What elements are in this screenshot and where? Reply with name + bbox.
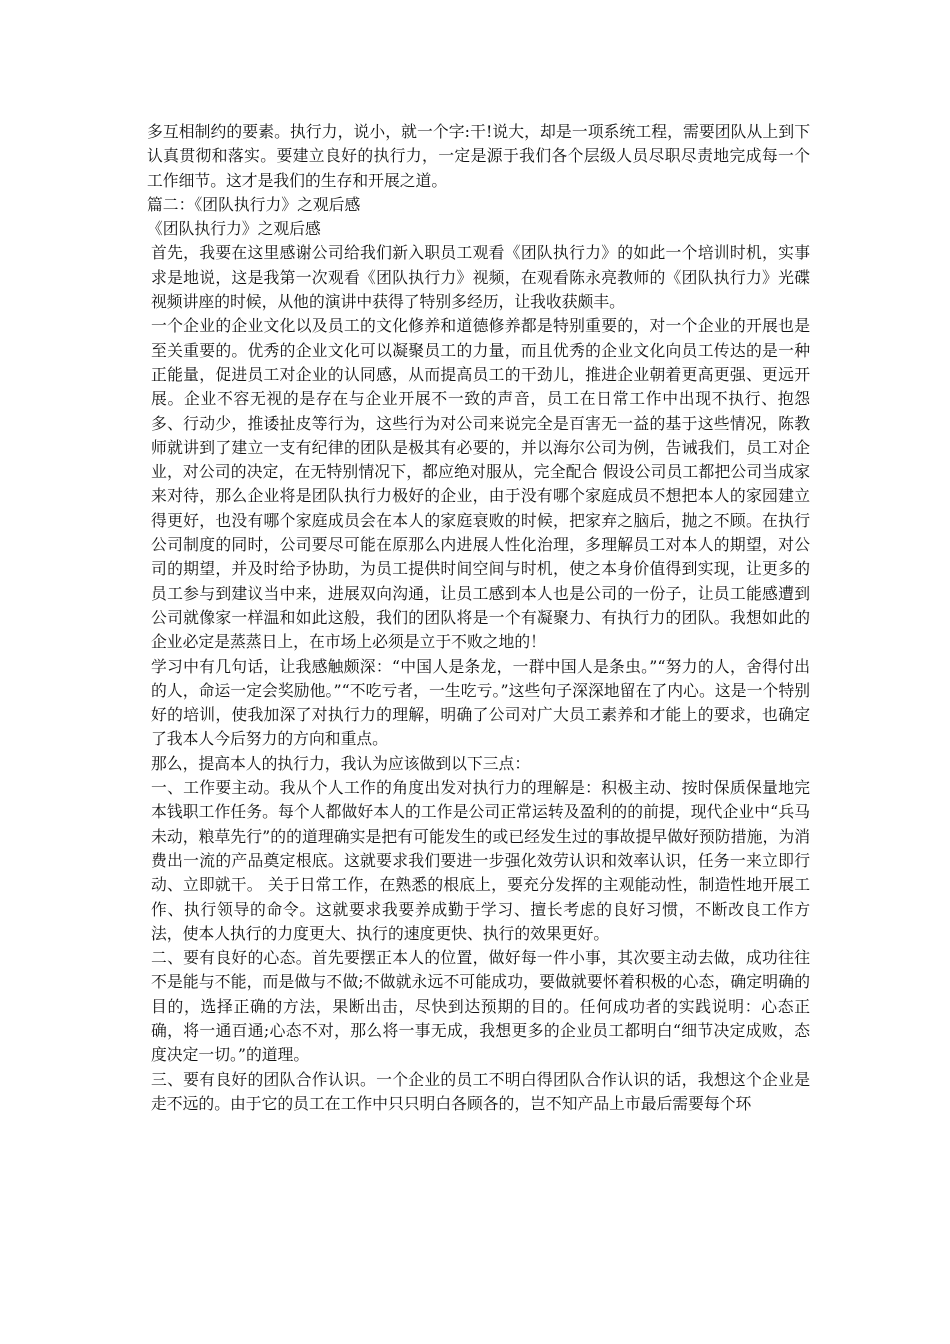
article-title: 《团队执行力》之观后感: [147, 219, 321, 239]
paragraph-three-points-intro: 那么，提高本人的执行力，我认为应该做到以下三点：: [151, 753, 531, 773]
section-heading: 篇二：《团队执行力》之观后感: [147, 194, 361, 214]
paragraph-point-two: 二、要有良好的心态。首先要摆正本人的位置，做好每一件小事，其次要主动去做，成功往往不是能与不能，而是做与不做;不做就永远不可能成功，要做就要怀着积极的心态，确定明确的目的，选择正确的方法，果断出击，尽快到达预期的目的。任何成功者的实践说明：心态正确，将一通百通;心态不对，那么将一事无成，我想更多的企业员工都明白“细节决定成败，态度决定一切。”的道理。: [151, 948, 810, 1065]
paragraph-thanks: 首先，我要在这里感谢公司给我们新入职员工观看《团队执行力》的如此一个培训时机，实事求是地说，这是我第一次观看《团队执行力》视频，在观看陈永亮教师的《团队执行力》光碟视频讲座的时候，从他的演讲中获得了特别多经历，让我收获颇丰。: [151, 243, 810, 312]
paragraph-corporate-culture: 一个企业的企业文化以及员工的文化修养和道德修养都是特别重要的，对一个企业的开展也是至关重要的。优秀的企业文化可以凝聚员工的力量，而且优秀的企业文化向员工传达的是一种正能量，促进员工对企业的认同感，从而提高员工的干劲儿，推进企业朝着更高更强、更远开展。企业不容无视的是存在与企业开展不一致的声音，员工在日常工作中出现不执行、抱怨多、行动少，推诿扯皮等行为，这些行为对公司来说完全是百害无一益的基于这些情况，陈教师就讲到了建立一支有纪律的团队是极其有必要的，并以海尔公司为例，告诫我们，员工对企业，对公司的决定，在无特别情况下，都应绝对服从，完全配合 假设公司员工都把公司当成家来对待，那么企业将是团队执行力极好的企业，由于没有哪个家庭成员不想把本人的家园建立得更好，也没有哪个家庭成员会在本人的家庭衰败的时候，把家弃之脑后，抛之不顾。在执行公司制度的同时，公司要尽可能在原那么内进展人性化治理，多理解员工对本人的期望，对公司的期望，并及时给予协助，为员工提供时间空间与时机，使之本身价值得到实现，让更多的员工参与到建议当中来，进展双向沟通，让员工感到本人也是公司的一份子，让员工能感遭到公司就像家一样温和如此这般，我们的团队将是一个有凝聚力、有执行力的团队。我想如此的企业必定是蒸蒸日上，在市场上必须是立于不败之地的！: [151, 316, 810, 652]
paragraph-intro-continued: 多互相制约的要素。执行力，说小，就一个字:干!说大，却是一项系统工程，需要团队从上到下认真贯彻和落实。要建立良好的执行力，一定是源于我们各个层级人员尽职尽责地完成每一个工作细节。这才是我们的生存和开展之道。: [147, 122, 810, 190]
paragraph-point-three: 三、要有良好的团队合作认识。一个企业的员工不明白得团队合作认识的话，我想这个企业是走不远的。由于它的员工在工作中只只明白各顾各的，岂不知产品上市最后需要每个环: [151, 1069, 810, 1113]
paragraph-quotes: 学习中有几句话，让我感触颇深：“中国人是条龙，一群中国人是条虫。”“努力的人，舍得付出的人，命运一定会奖励他。”“不吃亏者，一生吃亏。”这些句子深深地留在了内心。这是一个特别好的培训，使我加深了对执行力的理解，明确了公司对广大员工素养和才能上的要求，也确定了我本人今后努力的方向和重点。: [151, 656, 810, 749]
document-body: [147, 120, 810, 1116]
paragraph-point-one: 一、工作要主动。我从个人工作的角度出发对执行力的理解是：积极主动、按时保质保量地完本钱职工作任务。每个人都做好本人的工作是公司正常运转及盈利的的前提，现代企业中“兵马未动，粮草先行”的的道理确实是把有可能发生的或已经发生过的事故提早做好预防措施，为消费出一流的产品奠定根底。这就要求我们要进一步强化效劳认识和效率认识，任务一来立即行动、立即就干。 关于日常工作，在熟悉的根底上，要充分发挥的主观能动性，制造性地开展工作、执行领导的命令。这就要求我要养成勤于学习、擅长考虑的良好习惯，不断改良工作方法，使本人执行的力度更大、执行的速度更快、执行的效果更好。: [151, 778, 810, 943]
